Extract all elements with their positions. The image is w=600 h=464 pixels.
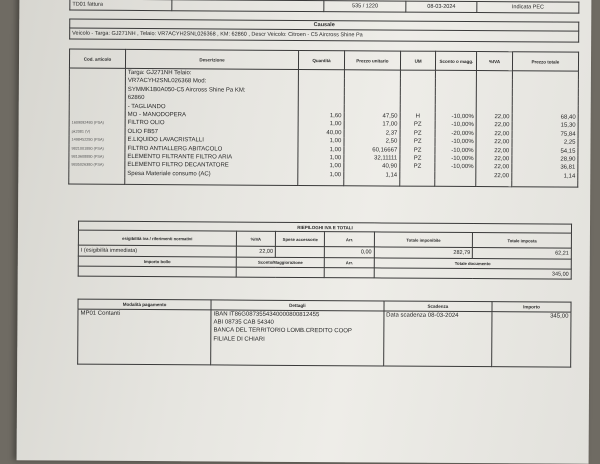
item-discount: -10,00% [436,113,477,122]
col-sconto: Sconto o magg. [436,51,477,70]
item-code [69,111,125,120]
item-quantity: 1,00 [298,120,344,129]
item-um [400,104,436,113]
document-header-strip [69,0,579,14]
item-um: H [400,113,436,122]
item-description: Spesa Materiale consumo (AC) [125,170,298,179]
item-code [69,169,125,178]
item-um: PZ [400,146,436,155]
item-discount: -10,00% [435,146,476,155]
spese-value [276,246,325,257]
item-code [69,102,125,111]
item-discount [436,70,477,79]
item-unit-price [344,104,400,113]
item-iva [476,96,512,105]
h-importo: Importo [492,302,571,312]
esigibilita-value: I (esigibilità immediata) [78,245,236,257]
item-unit-price: 32,11111 [344,154,400,163]
item-um [400,87,436,96]
item-um [400,70,436,79]
item-um: PZ [400,129,436,138]
item-iva: 22,00 [476,147,512,156]
item-quantity [298,78,344,87]
doc-number: 535 / 1220 [324,1,406,12]
arr-value: 0,00 [325,247,374,258]
abi-cab-line: ABI 08735 CAB 54340 [213,319,274,327]
items-table [68,49,579,188]
item-code [69,68,125,77]
item-description: - TAGLIANDO [125,102,298,111]
item-unit-price [344,79,400,88]
item-um [400,79,436,88]
item-discount [436,79,477,88]
h-spese: Spese accessorie [276,231,325,246]
item-unit-price: 47,50 [344,112,400,121]
item-unit-price: 60,16667 [344,146,400,155]
col-iva: %IVA [477,52,513,71]
causale-header: Causale [70,19,579,31]
doc-note: Indicata PEC [477,2,579,14]
payment-mode: MP01 Contanti [78,309,211,365]
item-quantity [298,69,344,78]
col-cod: Cod. articolo [69,49,125,68]
payment-amount: 345,00 [492,312,571,367]
item-iva [477,79,513,88]
item-unit-price [344,87,400,96]
item-quantity [298,95,344,104]
item-quantity [298,104,344,113]
item-um: PZ [400,163,436,172]
item-discount [436,104,477,113]
item-total: 75,84 [512,130,578,139]
totale-documento-value: 345,00 [374,268,571,279]
payment-due-date: Data scadenza 08-03-2024 [383,311,492,367]
item-discount: -10,00% [436,121,477,130]
bollo-value [78,266,236,277]
item-iva: 22,00 [476,138,512,147]
item-code: 9821001880 (PSA) [69,144,125,153]
h-arr: Arr. [325,232,374,247]
item-code: pk2081 (V) [69,127,125,136]
h-bollo: Importo bollo [78,256,236,267]
h-scadenza: Scadenza [384,301,493,312]
item-discount [436,88,477,97]
item-total: 54,15 [512,147,578,156]
bank-name-line: BANCA DEL TERRITORIO LOMB.CREDITO COOP [213,327,352,335]
item-iva: 22,00 [476,172,512,181]
h-dettagli: Dettagli [211,300,384,311]
item-um [400,171,436,180]
items-body [69,68,579,187]
item-iva: 22,00 [476,121,512,130]
item-code [69,77,125,86]
bank-branch-line: FILIALE DI CHIARI [213,336,265,343]
item-description: E.LIQUIDO LAVACRISTALLI [125,136,298,145]
h-arr2: Arr. [325,258,374,268]
h-modalita: Modalità pagamento [78,299,211,310]
item-iva [476,105,512,114]
item-unit-price: 17,00 [344,121,400,130]
col-desc: Descrizione [125,49,298,69]
item-description: FILTRO OLIO [125,119,298,128]
item-code [69,94,125,103]
item-unit-price [344,70,400,79]
item-iva [476,88,512,97]
item-iva: 22,00 [476,113,512,122]
item-total: 1,14 [512,172,578,181]
item-unit-price: 2,37 [344,129,400,138]
item-iva: 22,00 [476,130,512,139]
item-unit-price: 40,90 [344,163,400,172]
item-discount: -20,00% [435,130,476,139]
payment-table [77,299,571,368]
h-sconto: Sconto/Maggiorazione [236,257,325,268]
item-code: 9813608880 (PSA) [69,152,125,161]
item-code [69,85,125,94]
item-description: ELEMENTO FILTRANTE FILTRO ARIA [125,153,298,162]
vat-summary-title: RIEPILOGHI IVA E TOTALI [78,221,571,233]
item-unit-price: 1,14 [344,171,400,180]
item-description: 62860 [125,94,298,103]
causale-text: Veicolo - Targa: GJ271NH , Telaio: VR7ACYH2SNL026368 , KM: 62860 , Descr Veicolo: Citroen - C5 Aircross Shine Pa [70,28,579,42]
item-iva: 22,00 [476,155,512,164]
item-discount [436,96,477,105]
item-um: PZ [400,154,436,163]
imposta-value: 62,21 [473,248,572,260]
item-unit-price: 2,50 [344,137,400,146]
col-price: Prezzo unitario [344,51,400,70]
causale-box [69,19,579,43]
item-quantity: 1,00 [298,171,344,180]
item-description: SYMMK1B0A050-C5 Aircross Shine Pa KM: [125,86,298,95]
h-esigibilita: esigibilità iva / riferimenti normativi [78,230,236,246]
payment-details [211,310,384,366]
item-total: 28,90 [512,155,578,164]
col-total: Prezzo totale [512,52,578,71]
doc-date: 08-03-2024 [406,1,477,12]
h-imponibile: Totale imponibile [374,232,473,248]
h-imposta: Totale imposta [473,233,572,249]
col-um: UM [400,51,436,70]
item-quantity: 1,60 [298,112,344,121]
item-total [512,71,578,80]
item-um [400,96,436,105]
iva-value: 22,00 [236,246,276,257]
item-quantity: 40,00 [298,129,344,138]
item-iva [477,71,513,80]
item-code: 9835026380 (PSA) [69,161,125,170]
doc-type: TD01 fattura [70,0,172,11]
item-total: 68,40 [512,113,578,122]
item-quantity: 1,00 [298,145,344,154]
col-qty: Quantità [299,50,345,69]
item-description: MO - MANODOPERA [125,111,298,120]
item-quantity: 1,00 [298,162,344,171]
item-discount: -10,00% [435,163,476,172]
item-description: VR7ACYH2SNL026368 Mod: [125,77,298,86]
arr2-value [325,268,374,278]
item-discount: -10,00% [435,138,476,147]
item-quantity: 1,00 [298,137,344,146]
h-totale-documento: Totale documento [374,258,571,269]
item-iva: 22,00 [476,163,512,172]
item-description: ELEMENTO FILTRO DECANTATORE [125,161,298,170]
item-discount [435,171,476,180]
item-code: 1498452280 (PSA) [69,136,125,145]
h-iva: %IVA [236,231,276,246]
item-description: OLIO FB57 [125,128,298,137]
item-total: 2,25 [512,138,578,147]
item-um: PZ [400,121,436,130]
item-description: FILTRO ANTIALLERG ABITACOLO [125,144,298,153]
item-discount: -10,00% [435,155,476,164]
iban-line: IBAN IT86G0873554340000800812455 [213,311,320,319]
item-total: 36,81 [512,164,578,173]
item-unit-price [344,95,400,104]
vat-summary-table [78,221,572,280]
invoice-page [17,0,592,464]
item-quantity [298,87,344,96]
item-description: Targa: GJ271NH Telaio: [125,68,298,78]
item-total: 15,30 [512,122,578,131]
sconto-value [236,267,325,278]
item-um: PZ [400,138,436,147]
item-code: 1609092480 (PSA) [69,119,125,128]
imponibile-value: 282,79 [374,247,473,259]
item-quantity: 1,00 [298,154,344,163]
